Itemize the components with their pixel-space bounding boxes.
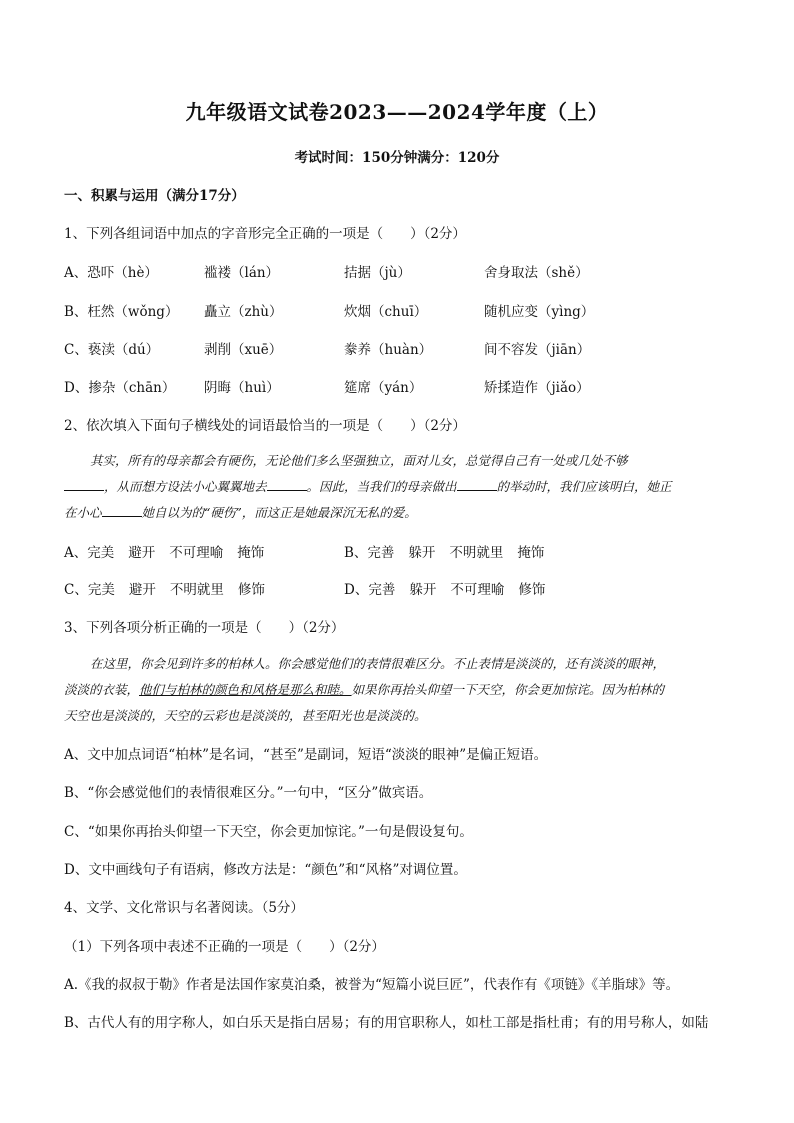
q2-blank-3	[457, 478, 497, 491]
question-4-stem: 4、文学、文化常识与名著阅读。（5分）	[64, 900, 304, 916]
q1-b-4: 随机应变（yìng）	[484, 304, 595, 320]
q2-d-word-3: 不可理喻	[450, 582, 505, 598]
q1-b-1: B、枉然（wǒng）	[64, 304, 179, 320]
q1-d-2: 阴晦（huì）	[204, 380, 280, 396]
q1-c-4: 间不容发（jiān）	[484, 342, 591, 358]
q2-passage-line-1: 其实，所有的母亲都会有硬伤，无论他们多么坚强独立，面对儿女，总觉得自己有一处或几处不够	[90, 453, 628, 468]
q2-passage-line-2a: ，从而想方设法小心翼翼地去	[104, 479, 267, 494]
q3-underlined-sentence: 他们与柏林的颜色和风格是那么和睦。	[139, 682, 352, 697]
q2-choice-b	[344, 541, 558, 561]
q2-b-word-4: 掩饰	[517, 545, 545, 561]
q1-c-2: 剥削（xuē）	[204, 342, 283, 358]
q2-blank-2	[267, 478, 307, 491]
q2-passage	[64, 448, 732, 526]
question-3-stem: 3、下列各项分析正确的一项是（ ）（2分）	[64, 620, 345, 636]
q2-blank-4	[102, 504, 142, 517]
q2-d-word-4: 修饰	[518, 582, 546, 598]
q1-d-4: 矫揉造作（jiǎo）	[484, 380, 590, 396]
q2-passage-line-2c: 的举动时，我们应该明白，她正	[496, 479, 672, 494]
q2-c-word-4: 修饰	[237, 582, 265, 598]
q1-c-1: C、亵渎（dú）	[64, 342, 160, 358]
q2-choice-a	[64, 541, 278, 561]
q3-passage-line-1: 在这里，你会见到许多的柏林人。你会感觉他们的表情很难区分。不止表情是淡淡的，还有淡淡的眼神，	[90, 656, 666, 671]
question-2-stem: 2、依次填入下面句子横线处的词语最恰当的一项是（ ）（2分）	[64, 418, 466, 434]
q2-c-word-2: 避开	[128, 582, 156, 598]
q3-passage-line-2b: 如果你再抬头仰望一下天空，你会更加惊诧。因为柏林的	[351, 682, 665, 697]
q3-option-d: D、文中画线句子有语病，修改方法是：“颜色”和“风格”对调位置。	[64, 862, 467, 878]
q3-passage-line-3: 天空也是淡淡的，天空的云彩也是淡淡的，甚至阳光也是淡淡的。	[64, 708, 427, 723]
q3-passage	[64, 651, 732, 729]
q4-option-a: A.《我的叔叔于勒》作者是法国作家莫泊桑，被誉为“短篇小说巨匠”，代表作有《项链》《羊脂球》等。	[64, 977, 680, 993]
q1-d-1: D、掺杂（chān）	[64, 380, 176, 396]
q2-b-word-2: 躲开	[408, 545, 436, 561]
q1-c-3: 豢养（huàn）	[344, 342, 433, 358]
q3-passage-line-2a: 淡淡的衣装，	[64, 682, 140, 697]
q2-blank-1	[64, 478, 104, 491]
section-heading: 一、积累与运用（满分17分）	[64, 188, 245, 204]
q3-option-b: B、“你会感觉他们的表情很难区分。”一句中，“区分”做宾语。	[64, 785, 433, 801]
q2-passage-line-3a: 在小心	[64, 505, 102, 520]
q2-b-word-3: 不明就里	[449, 545, 504, 561]
q2-d-word-2: 躲开	[409, 582, 437, 598]
exam-title: 九年级语文试卷2023——2024学年度（上）	[185, 100, 609, 124]
exam-subtitle: 考试时间：150分钟满分：120分	[294, 150, 500, 166]
q1-d-3: 筵席（yán）	[344, 380, 423, 396]
q1-b-2: 矗立（zhù）	[204, 304, 283, 320]
q1-a-1: A、恐吓（hè）	[64, 265, 158, 281]
q3-option-c: C、“如果你再抬头仰望一下天空，你会更加惊诧。”一句是假设复句。	[64, 824, 473, 840]
q2-a-word-2: 避开	[128, 545, 156, 561]
q2-c-word-3: 不明就里	[169, 582, 224, 598]
q4-option-b: B、古代人有的用字称人，如白乐天是指白居易；有的用官职称人，如杜工部是指杜甫；有的用号称人，如陆	[64, 1015, 709, 1031]
q2-passage-line-3b: 她自以为的“硬伤”，而这正是她最深沉无私的爱。	[141, 505, 417, 520]
q1-b-3: 炊烟（chuī）	[344, 304, 428, 320]
q2-choice-c	[64, 578, 279, 598]
q3-option-a: A、文中加点词语“柏林”是名词，“甚至”是副词，短语“淡淡的眼神”是偏正短语。	[64, 747, 548, 763]
q2-passage-line-2b: 。因此，当我们的母亲做出	[306, 479, 457, 494]
q4-sub-question-1: （1）下列各项中表述不正确的一项是（ ）（2分）	[64, 939, 385, 955]
question-1-stem: 1、下列各组词语中加点的字音形完全正确的一项是（ ）（2分）	[64, 226, 466, 242]
q2-choice-d	[344, 578, 559, 598]
q1-a-2: 褴褛（lán）	[204, 265, 280, 281]
q2-a-word-3: 不可理喻	[169, 545, 224, 561]
q2-a-word-1: A、完美	[64, 545, 115, 561]
q2-a-word-4: 掩饰	[237, 545, 265, 561]
q2-c-word-1: C、完美	[64, 582, 115, 598]
q1-a-4: 舍身取法（shě）	[484, 265, 589, 281]
q2-d-word-1: D、完善	[344, 582, 396, 598]
q2-b-word-1: B、完善	[344, 545, 395, 561]
q1-a-3: 拮据（jù）	[344, 265, 411, 281]
